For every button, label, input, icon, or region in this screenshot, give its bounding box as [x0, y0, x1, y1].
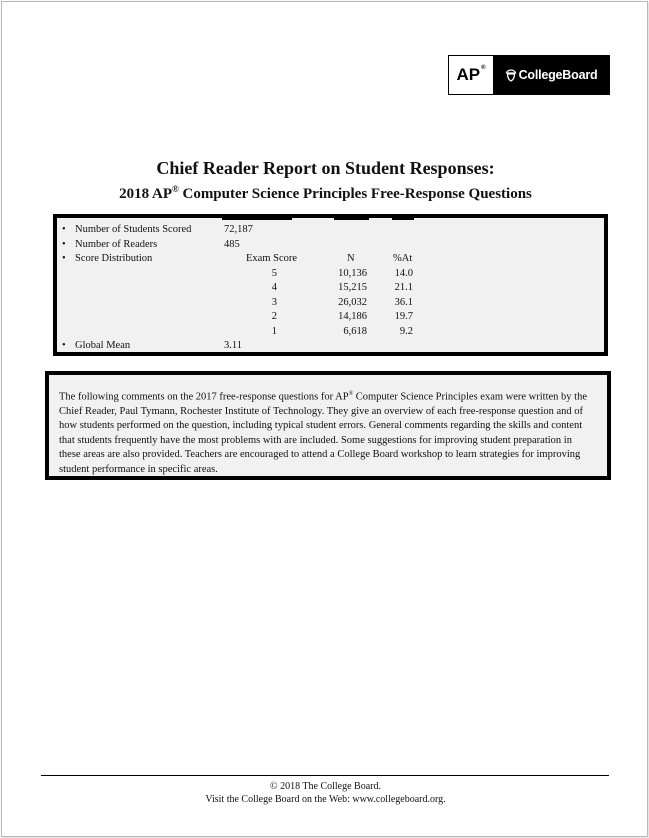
bullet: •: [62, 224, 66, 235]
divider: [334, 218, 369, 220]
global-mean-label: Global Mean: [75, 340, 131, 351]
pct-header: %At: [393, 253, 413, 264]
pct-cell: 36.1: [394, 297, 413, 308]
exam-score-cell: 1: [271, 326, 277, 337]
footer-website: Visit the College Board on the Web: www.collegeboard.org.: [205, 794, 446, 805]
collegeboard-logo: [493, 56, 609, 94]
ap-logo-text: AP: [456, 65, 481, 84]
bullet: •: [62, 239, 66, 250]
pct-cell: 14.0: [394, 268, 413, 279]
divider: [222, 218, 292, 220]
readers-value: 485: [224, 239, 240, 250]
report-subtitle: 2018 AP® Computer Science Principles Free-Response Questions: [119, 184, 532, 202]
statistics-box: [53, 214, 608, 356]
comments-paragraph: The following comments on the 2017 free-response questions for AP® Computer Science Principles exam were written by the Chief Reader, Paul Tymann, Rochester Institute of Technology. They give an overview of each free-response question and of how students performed on the question, including typical student errors. General comments regarding the skills and content that students frequently have the most problems with are included. Some suggestions for improving student preparation in these areas are also provided. Teachers are encouraged to attend a College Board workshop to learn strategies for improving student performance in specific areas.: [59, 391, 587, 475]
report-title: Chief Reader Report on Student Responses:: [156, 158, 495, 178]
n-header: N: [347, 253, 355, 264]
exam-score-cell: 3: [271, 297, 277, 308]
exam-score-header: Exam Score: [246, 253, 298, 264]
document-page: [1, 1, 648, 837]
n-cell: 6,618: [343, 326, 367, 337]
n-cell: 15,215: [338, 282, 367, 293]
ap-logo-mark: ®: [481, 65, 486, 71]
acorn-icon: [505, 69, 517, 82]
ap-collegeboard-logo: [448, 55, 610, 95]
exam-score-cell: 5: [271, 268, 277, 279]
pct-cell: 21.1: [394, 282, 413, 293]
ap-logo: [449, 56, 493, 94]
score-distribution-label: Score Distribution: [75, 253, 153, 264]
n-cell: 10,136: [338, 268, 367, 279]
global-mean-value: 3.11: [224, 340, 242, 351]
students-scored-value: 72,187: [224, 224, 253, 235]
footer-divider: [41, 775, 609, 776]
comments-box: [45, 371, 611, 480]
pct-cell: 9.2: [399, 326, 413, 337]
bullet: •: [62, 253, 66, 264]
exam-score-cell: 4: [271, 282, 277, 293]
bullet: •: [62, 340, 66, 351]
n-cell: 14,186: [338, 311, 367, 322]
divider: [392, 218, 414, 220]
exam-score-cell: 2: [271, 311, 277, 322]
readers-label: Number of Readers: [75, 239, 158, 250]
n-cell: 26,032: [338, 297, 367, 308]
pct-cell: 19.7: [394, 311, 413, 322]
collegeboard-logo-text: CollegeBoard: [518, 68, 598, 82]
students-scored-label: Number of Students Scored: [75, 224, 192, 235]
footer-copyright: © 2018 The College Board.: [269, 781, 381, 792]
